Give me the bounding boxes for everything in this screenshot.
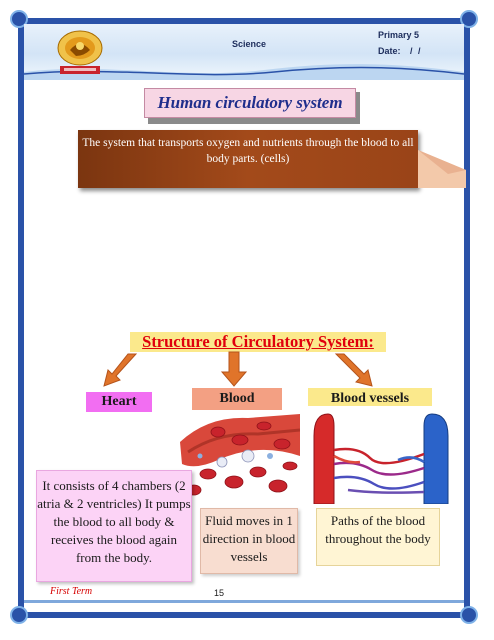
component-blood-vessels: Blood vessels <box>308 388 432 410</box>
lesson-title: Human circulatory system <box>144 88 356 118</box>
corner-ornament-icon <box>460 606 478 624</box>
structure-heading: Structure of Circulatory System: <box>130 332 386 352</box>
school-logo-lion-icon <box>50 28 110 78</box>
term-label: First Term <box>50 586 93 597</box>
definition-box: The system that transports oxygen and nutrients through the blood to all body parts. (cells) <box>78 130 418 188</box>
page-number: 15 <box>214 588 225 598</box>
page-frame-bottom <box>18 612 470 618</box>
footer-line <box>24 600 464 603</box>
corner-ornament-icon <box>10 606 28 624</box>
component-blood: Blood <box>192 388 282 410</box>
blood-vessels-illustration <box>308 406 458 504</box>
branch-arrows <box>100 350 420 390</box>
arrow-to-blood-icon <box>222 352 246 386</box>
date-value: / / <box>410 46 421 56</box>
blood-cells-illustration <box>178 412 300 500</box>
blood-description: Fluid moves in 1 direction in blood vessels <box>200 508 298 574</box>
heart-description: It consists of 4 chambers (2 atria & 2 ventricles) It pumps the blood to all body & receives the blood again from the body. <box>36 470 192 582</box>
blood-vessels-description: Paths of the blood throughout the body <box>316 508 440 566</box>
grade-label: Primary 5 <box>378 30 420 40</box>
arrow-to-vessels-icon <box>336 354 372 386</box>
date-label: Date: <box>378 46 401 56</box>
page-frame-right <box>464 18 470 618</box>
subject-label: Science <box>232 39 267 49</box>
definition-ribbon-tail <box>418 150 466 188</box>
page-frame-left <box>18 18 24 618</box>
component-heart: Heart <box>86 392 152 412</box>
arrow-to-heart-icon <box>104 354 136 386</box>
